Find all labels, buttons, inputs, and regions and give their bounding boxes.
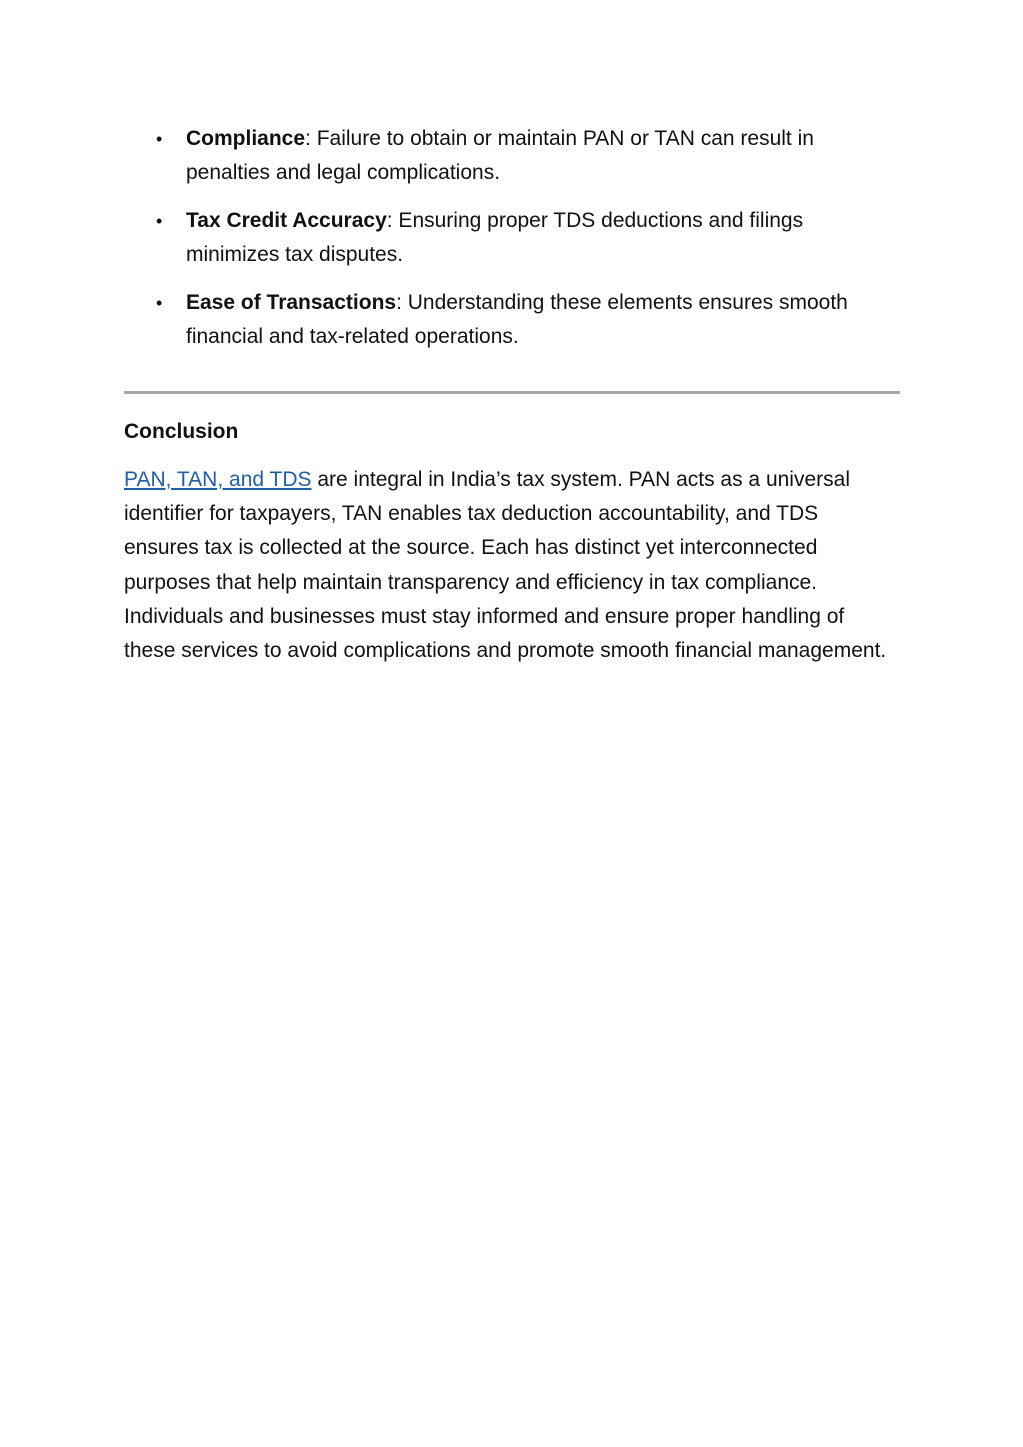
bullet-term: Compliance xyxy=(186,127,306,150)
bullet-term: Tax Credit Accuracy xyxy=(186,209,387,232)
conclusion-heading: Conclusion xyxy=(124,420,239,443)
bullet-term: Ease of Transactions xyxy=(186,291,397,314)
benefits-list xyxy=(150,122,870,368)
bullet-icon: • xyxy=(156,293,163,313)
conclusion-paragraph xyxy=(124,463,894,668)
list-item xyxy=(150,122,870,190)
bullet-icon: • xyxy=(156,211,163,231)
list-item xyxy=(150,204,870,272)
list-item xyxy=(150,286,870,354)
bullet-text: : Ensuring proper TDS deductions and filings minimizes tax disputes. xyxy=(186,209,804,266)
bullet-text: : Understanding these elements ensures smooth financial and tax-related operations. xyxy=(186,291,848,348)
bullet-icon: • xyxy=(156,129,163,149)
section-divider xyxy=(124,391,900,394)
conclusion-body-text: are integral in India’s tax system. PAN acts as a universal identifier for taxpayers, TAN enables tax deduction accountability, and TDS ensures tax is collected at the source. Each has distinct yet interconnected purposes that help maintain transparency and efficiency in tax compliance. Individuals and businesses must stay informed and ensure proper handling of these services to avoid complications and promote smooth financial management. xyxy=(124,468,887,663)
bullet-text: : Failure to obtain or maintain PAN or TAN can result in penalties and legal complications. xyxy=(186,127,814,184)
pan-tan-tds-link[interactable]: PAN, TAN, and TDS xyxy=(124,468,312,491)
